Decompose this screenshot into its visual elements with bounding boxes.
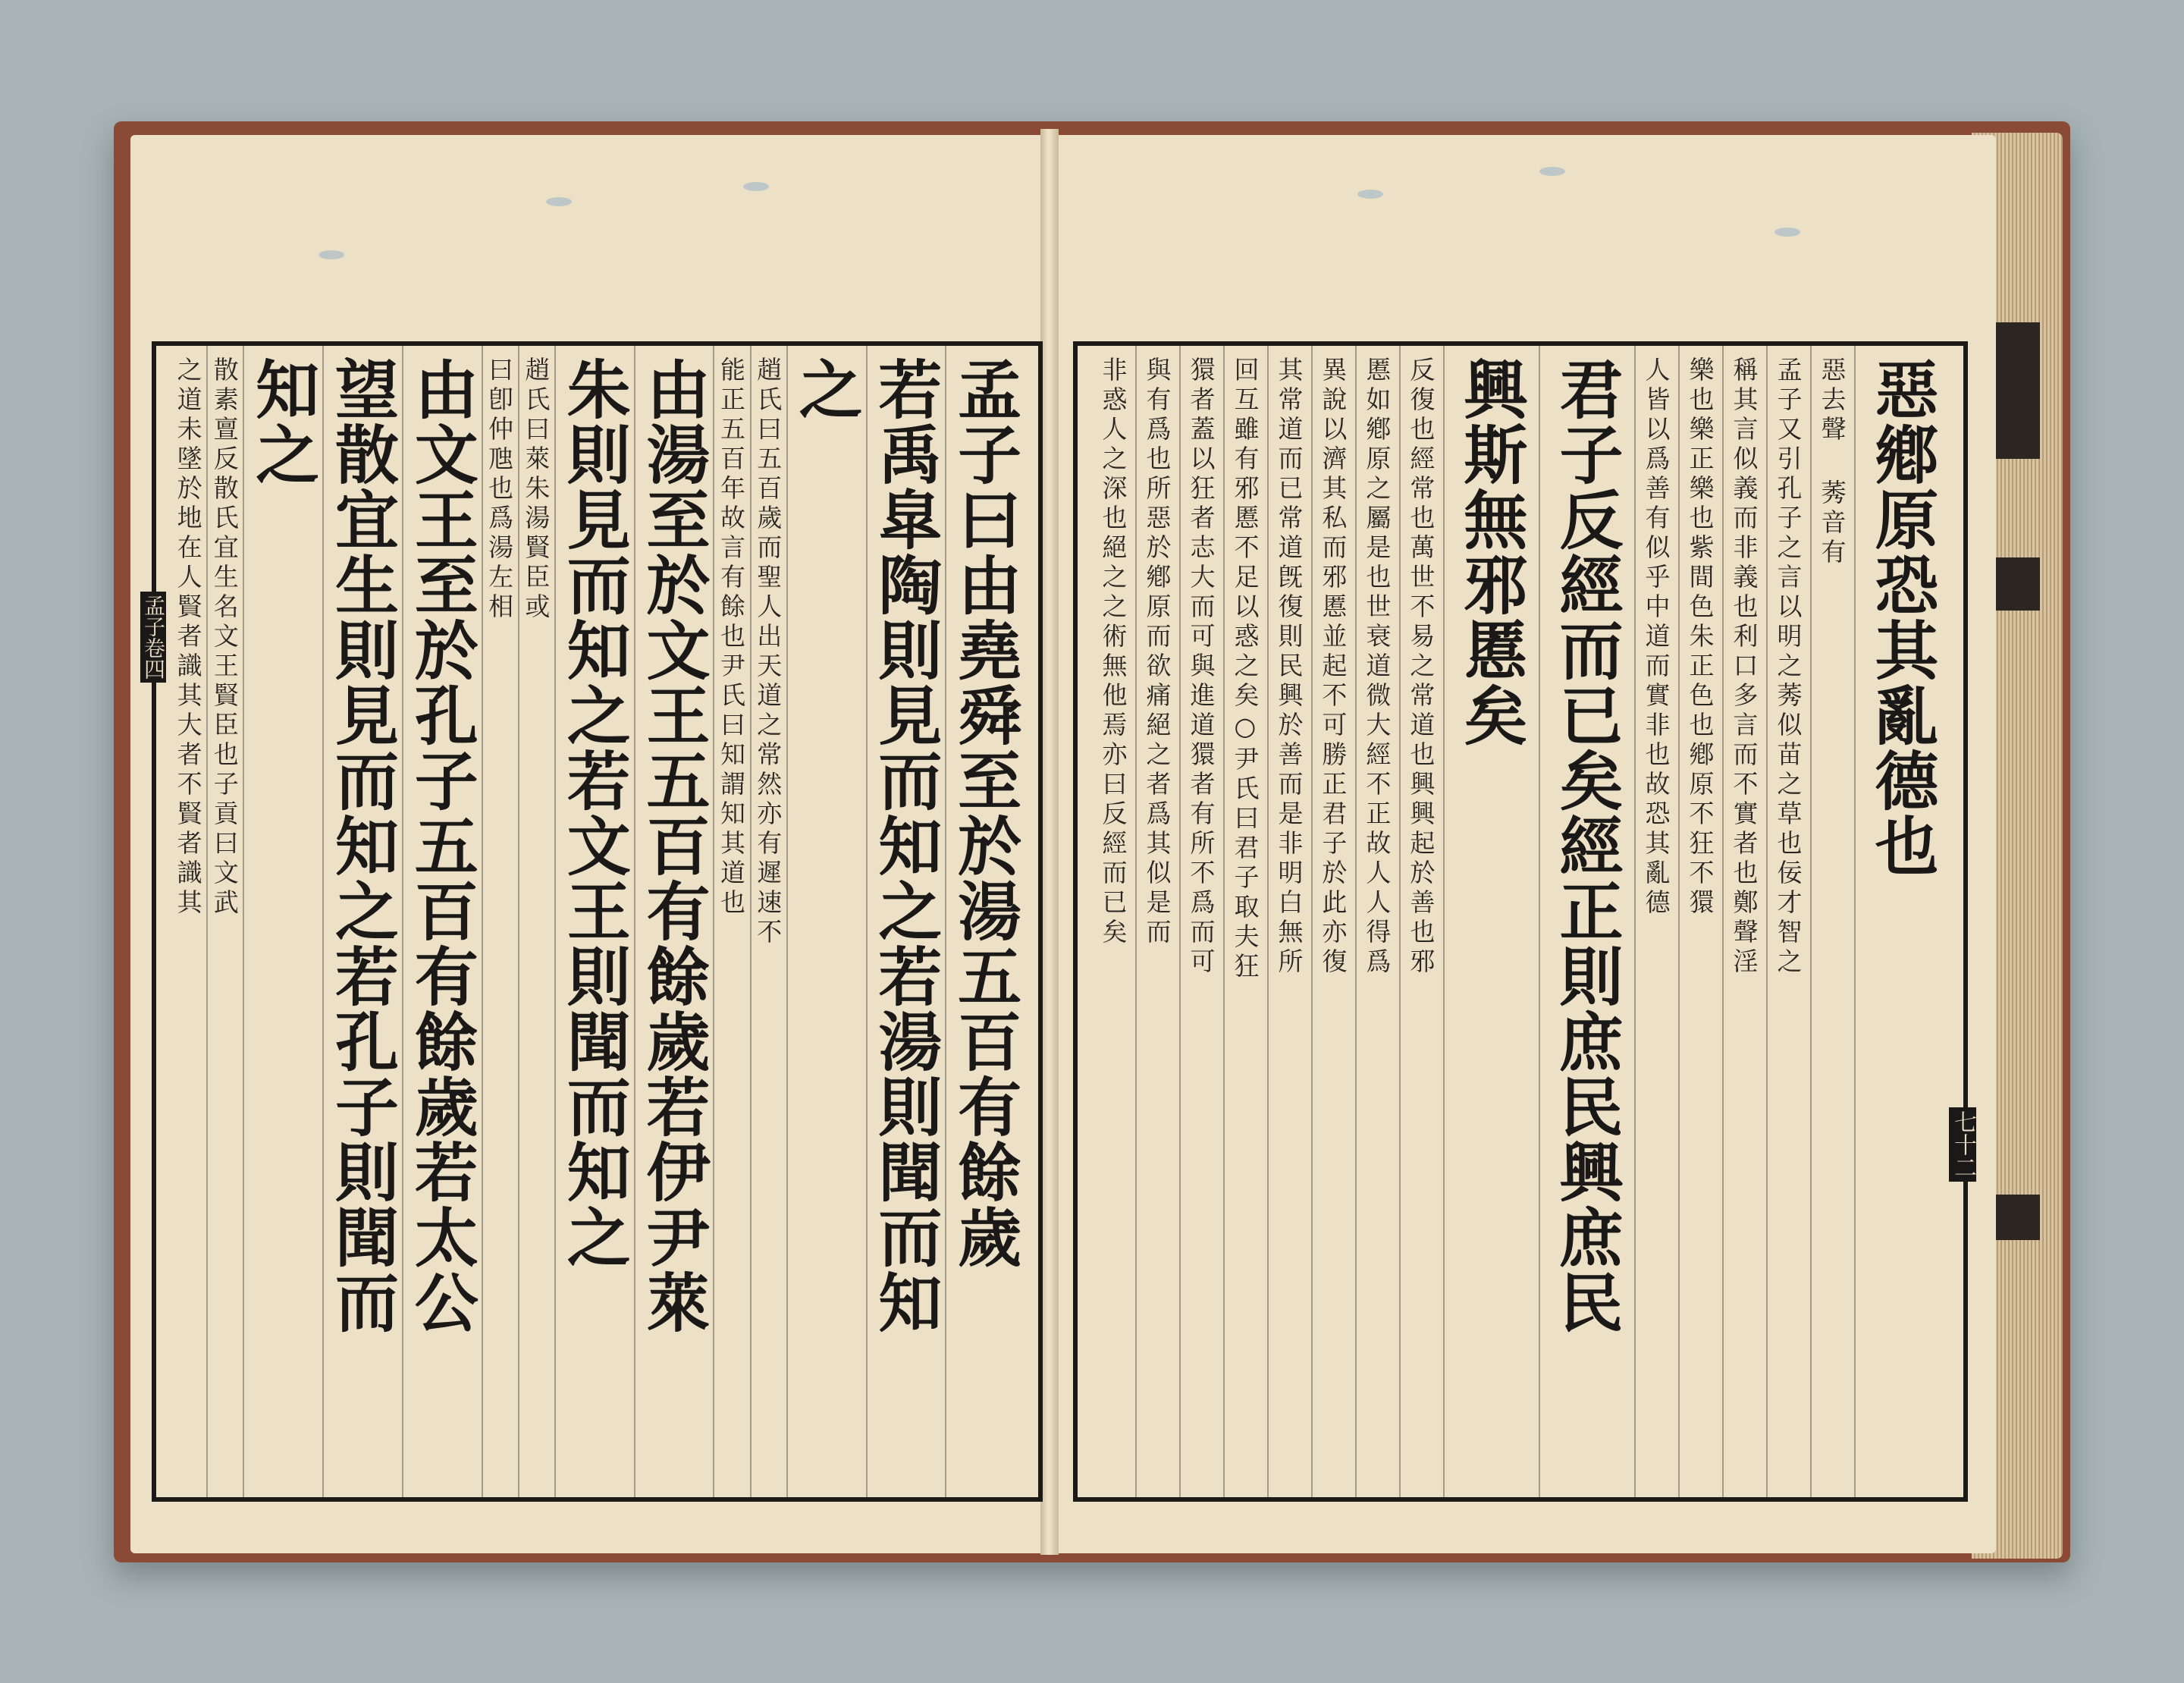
commentary-column: 反復也經常也萬世不易之常道也興興起於善也邪 — [1406, 356, 1436, 978]
main-text-column: 由湯至於文王五百有餘歲若伊尹萊 — [636, 356, 712, 1335]
right-text-frame — [1073, 341, 1968, 1502]
column-rule — [1443, 346, 1445, 1497]
left-text-frame — [152, 341, 1043, 1502]
commentary-column: 趙氏曰萊朱湯賢臣或 — [521, 356, 551, 623]
column-rule — [786, 346, 788, 1497]
column-rule — [518, 346, 519, 1497]
column-rule — [482, 346, 483, 1497]
column-rule — [1399, 346, 1401, 1497]
column-rule — [322, 346, 324, 1497]
wormhole-mark — [1539, 167, 1565, 176]
commentary-column: 能正五百年故言有餘也尹氏曰知謂知其道也 — [717, 356, 746, 918]
wormhole-mark — [318, 250, 344, 259]
main-text-column: 知之 — [245, 356, 321, 487]
commentary-column: 樂也樂正樂也紫間色朱正色也鄕原不狂不獧 — [1685, 356, 1715, 918]
column-rule — [945, 346, 946, 1497]
main-text-column: 朱則見而知之若文王則聞而知之 — [557, 356, 632, 1270]
commentary-column: 之道未墜於地在人賢者識其大者不賢者識其 — [173, 356, 203, 918]
column-rule — [206, 346, 208, 1497]
column-rule — [1311, 346, 1313, 1497]
column-rule — [402, 346, 403, 1497]
column-rule — [866, 346, 868, 1497]
column-rule — [1179, 346, 1181, 1497]
commentary-column: 孟子又引孔子之言以明之莠似苗之草也佞才智之 — [1773, 356, 1803, 978]
column-rule — [1223, 346, 1225, 1497]
wormhole-mark — [1357, 190, 1383, 199]
column-rule — [243, 346, 244, 1497]
column-rule — [750, 346, 752, 1497]
column-rule — [554, 346, 556, 1497]
main-text-column: 若禹皐陶則見而知之若湯則聞而知 — [868, 356, 943, 1335]
main-text-column: 望散宜生則見而知之若孔子則聞而 — [325, 356, 400, 1335]
main-text-column: 惡鄕原恐其亂德也 — [1864, 356, 1940, 878]
commentary-column: 獧者蓋以狂者志大而可與進道獧者有所不爲而可 — [1186, 356, 1216, 978]
right-page-number-tab: 七十二 — [1949, 1107, 1976, 1182]
column-rule — [1539, 346, 1540, 1497]
main-text-column: 興斯無邪慝矣 — [1453, 356, 1529, 748]
column-rule — [1634, 346, 1636, 1497]
commentary-column: 異說以濟其私而邪慝並起不可勝正君子於此亦復 — [1318, 356, 1348, 978]
book-gutter — [1040, 129, 1059, 1555]
main-text-column: 君子反經而已矣經正則庶民興庶民 — [1549, 356, 1624, 1335]
column-rule — [713, 346, 714, 1497]
column-rule — [1810, 346, 1812, 1497]
commentary-column: 其常道而已常道旣復則民興於善而是非明白無所 — [1274, 356, 1304, 978]
commentary-column: 人皆以爲善有似乎中道而實非也故恐其亂德 — [1641, 356, 1671, 918]
column-rule — [1267, 346, 1269, 1497]
main-text-column: 由文王至於孔子五百有餘歲若太公 — [404, 356, 480, 1335]
left-volume-label: 孟子卷四 — [140, 592, 166, 683]
column-rule — [1355, 346, 1357, 1497]
wormhole-mark — [743, 182, 769, 191]
column-rule — [1135, 346, 1137, 1497]
commentary-column: 趙氏曰五百歲而聖人出天道之常然亦有遲速不 — [753, 356, 783, 948]
commentary-column: 與有爲也所惡於鄕原而欲痛絕之者爲其似是而 — [1142, 356, 1172, 948]
commentary-column: 惡去聲 莠音有 — [1817, 356, 1847, 568]
column-rule — [1722, 346, 1724, 1497]
wormhole-mark — [1774, 228, 1800, 237]
commentary-column: 回互雖有邪慝不足以惑之矣○尹氏曰君子取夫狂 — [1230, 356, 1260, 982]
column-rule — [1678, 346, 1680, 1497]
main-text-column: 孟子曰由堯舜至於湯五百有餘歲 — [947, 356, 1023, 1270]
column-rule — [1766, 346, 1768, 1497]
commentary-column: 非惑人之深也絕之之術無他焉亦曰反經而已矣 — [1098, 356, 1128, 948]
column-rule — [634, 346, 635, 1497]
column-rule — [1854, 346, 1856, 1497]
commentary-column: 稱其言似義而非義也利口多言而不實者也鄭聲淫 — [1729, 356, 1759, 978]
main-text-column: 之 — [789, 356, 864, 422]
commentary-column: 慝如鄕原之屬是也世衰道微大經不正故人人得爲 — [1362, 356, 1392, 978]
commentary-column: 曰卽仲虺也爲湯左相 — [485, 356, 515, 623]
commentary-column: 散素亶反散氏宜生名文王賢臣也子貢曰文武 — [209, 356, 240, 918]
wormhole-mark — [546, 197, 572, 206]
